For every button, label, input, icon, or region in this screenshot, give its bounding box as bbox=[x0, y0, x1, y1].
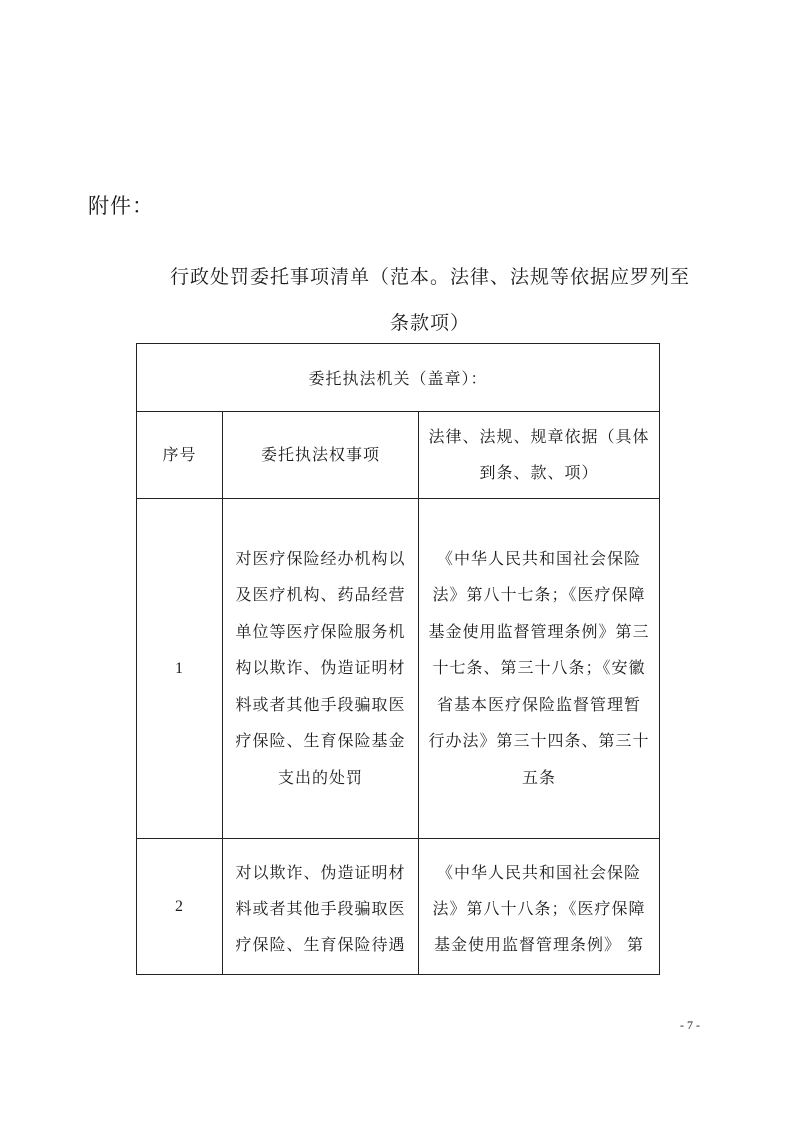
basis-line: 五条 bbox=[521, 767, 556, 787]
basis-line: 法》第八十七条；《医疗保障 bbox=[432, 585, 646, 605]
matter-line: 料或者其他手段骗取医 bbox=[235, 694, 406, 714]
document-title-line-1: 行政处罚委托事项清单（范本。法律、法规等依据应罗列至 bbox=[169, 266, 690, 288]
matter-line: 构以欺诈、伪造证明材 bbox=[235, 658, 406, 678]
matter-line: 对医疗保险经办机构以 bbox=[235, 548, 406, 568]
agency-label: 委托执法机关（盖章）： bbox=[137, 344, 660, 412]
agency-row bbox=[137, 344, 660, 412]
header-basis-line: 法律、法规、规章依据（具体 bbox=[428, 427, 650, 446]
table-row bbox=[137, 499, 660, 839]
basis-line: 基金使用监督管理条例》第三 bbox=[428, 621, 650, 641]
header-basis bbox=[419, 412, 660, 499]
basis-line: 法》第八十八条；《医疗保障 bbox=[432, 899, 646, 918]
basis-line: 省基本医疗保险监督管理暂 bbox=[436, 694, 641, 714]
basis-line: 《中华人民共和国社会保险 bbox=[436, 863, 641, 882]
row-number: 1 bbox=[137, 499, 223, 839]
table-row bbox=[137, 839, 660, 975]
matter-line: 单位等医疗保险服务机 bbox=[235, 621, 406, 641]
delegation-matters-table bbox=[136, 343, 660, 975]
row-number: 2 bbox=[137, 839, 223, 975]
page-number: - 7 - bbox=[680, 1018, 700, 1032]
row-matter bbox=[223, 499, 419, 839]
matter-line: 疗保险、生育保险待遇 bbox=[235, 935, 406, 954]
header-basis-line: 到条、款、项） bbox=[479, 463, 599, 482]
row-basis bbox=[419, 499, 660, 839]
header-matter: 委托执法权事项 bbox=[223, 412, 419, 499]
row-matter bbox=[223, 839, 419, 975]
matter-line: 对以欺诈、伪造证明材 bbox=[235, 863, 406, 882]
document-title-line-2: 条款项） bbox=[389, 312, 470, 334]
row-basis bbox=[419, 839, 660, 975]
header-no: 序号 bbox=[137, 412, 223, 499]
matter-line: 支出的处罚 bbox=[277, 767, 363, 787]
basis-line: 十七条、第三十八条；《安徽 bbox=[432, 658, 646, 678]
table-header-row bbox=[137, 412, 660, 499]
attachment-label: 附件： bbox=[88, 194, 154, 218]
basis-line: 《中华人民共和国社会保险 bbox=[436, 548, 641, 568]
matter-line: 疗保险、生育保险基金 bbox=[235, 731, 406, 751]
basis-line: 基金使用监督管理条例》 第 bbox=[433, 935, 645, 954]
matter-line: 料或者其他手段骗取医 bbox=[235, 899, 406, 918]
matter-line: 及医疗机构、药品经营 bbox=[235, 585, 406, 605]
basis-line: 行办法》第三十四条、第三十 bbox=[428, 731, 650, 751]
